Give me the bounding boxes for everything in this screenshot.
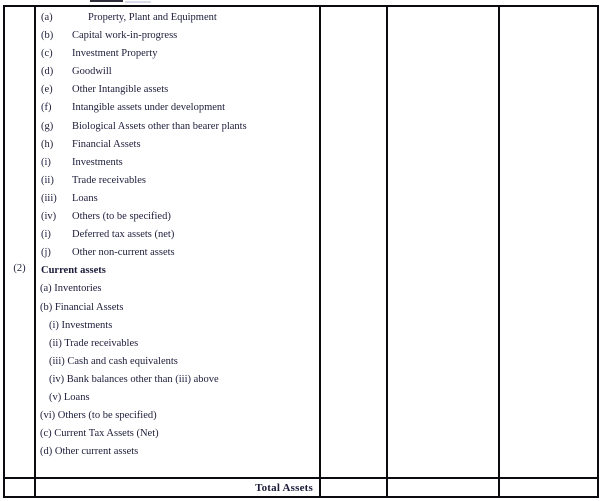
asset-line-item <box>36 118 319 136</box>
item-text: Deferred tax assets (net) <box>72 229 175 241</box>
item-label: (j) <box>41 247 51 259</box>
item-text: Property, Plant and Equipment <box>88 12 217 23</box>
item-text: Loans <box>72 192 98 204</box>
asset-line-item <box>36 425 319 443</box>
asset-line-item <box>36 226 319 244</box>
asset-line-item <box>36 27 319 45</box>
section-number-cell <box>4 6 35 478</box>
item-label: (ii) <box>41 174 54 186</box>
asset-line-item <box>36 353 319 371</box>
item-text: (iv) Bank balances other than (iii) above <box>49 373 219 385</box>
item-text: (ii) Trade receivables <box>49 337 139 349</box>
total-assets-label: Total Assets <box>35 478 320 497</box>
amount-column-3 <box>499 6 598 478</box>
item-text: (i) Investments <box>49 319 113 331</box>
scan-artifact <box>125 1 151 3</box>
item-label: (i) <box>41 229 51 241</box>
item-text: (a) Inventories <box>40 283 102 295</box>
item-text: Intangible assets under development <box>72 102 226 114</box>
item-label: (g) <box>41 120 54 132</box>
asset-line-item <box>36 99 319 117</box>
item-text: Goodwill <box>72 66 112 78</box>
item-text: Financial Assets <box>72 138 141 150</box>
item-text: Capital work-in-progress <box>72 30 178 42</box>
item-label: (e) <box>41 84 53 96</box>
section-2-title: Current assets <box>41 265 106 277</box>
asset-line-item <box>36 45 319 63</box>
total-amount-column-3 <box>499 478 598 497</box>
total-row-number-cell <box>4 478 35 497</box>
item-label: (a) <box>41 12 53 23</box>
asset-line-item <box>36 244 319 262</box>
item-label: (b) <box>41 30 54 42</box>
asset-line-item <box>36 299 319 317</box>
current-assets-list <box>36 280 319 461</box>
item-text: (vi) Others (to be specified) <box>40 410 157 422</box>
item-label: (iii) <box>41 192 57 204</box>
asset-line-item <box>36 154 319 172</box>
item-label: (h) <box>41 138 54 150</box>
asset-line-items-row <box>4 6 598 478</box>
asset-line-item <box>36 81 319 99</box>
item-text: (d) Other current assets <box>40 446 139 458</box>
amount-column-2 <box>387 6 499 478</box>
item-text: (b) Financial Assets <box>40 301 124 313</box>
item-text: Trade receivables <box>72 174 146 186</box>
asset-line-item <box>36 335 319 353</box>
asset-line-item <box>36 172 319 190</box>
item-text: Biological Assets other than bearer plants <box>72 120 247 132</box>
asset-line-item <box>36 280 319 298</box>
scan-artifact <box>90 0 123 2</box>
asset-line-item <box>36 208 319 226</box>
asset-line-item <box>36 443 319 461</box>
item-label: (c) <box>41 48 53 60</box>
section-2-number: (2) <box>13 263 26 274</box>
asset-line-item <box>36 190 319 208</box>
item-text: Investment Property <box>72 48 158 60</box>
item-text: Investments <box>72 156 123 168</box>
total-assets-row <box>4 478 598 497</box>
total-amount-column-2 <box>387 478 499 497</box>
asset-line-item <box>36 63 319 81</box>
item-label: (iv) <box>41 211 57 223</box>
non-current-assets-list <box>36 9 319 262</box>
item-text: Others (to be specified) <box>72 211 171 223</box>
item-text: (v) Loans <box>49 391 90 403</box>
amount-column-1 <box>320 6 387 478</box>
asset-line-item <box>36 9 319 27</box>
total-amount-column-1 <box>320 478 387 497</box>
item-label: (i) <box>41 156 51 168</box>
item-text: Other Intangible assets <box>72 84 169 96</box>
asset-line-item <box>36 389 319 407</box>
asset-line-item <box>36 136 319 154</box>
asset-descriptions-cell <box>35 6 320 478</box>
asset-line-item <box>36 317 319 335</box>
item-text: (iii) Cash and cash equivalents <box>49 355 178 367</box>
item-label: (f) <box>41 102 52 114</box>
balance-sheet-assets-table <box>3 5 599 498</box>
asset-line-item <box>36 407 319 425</box>
item-text: (c) Current Tax Assets (Net) <box>40 428 159 440</box>
item-label: (d) <box>41 66 54 78</box>
item-text: Other non-current assets <box>72 247 175 259</box>
asset-line-item <box>36 371 319 389</box>
